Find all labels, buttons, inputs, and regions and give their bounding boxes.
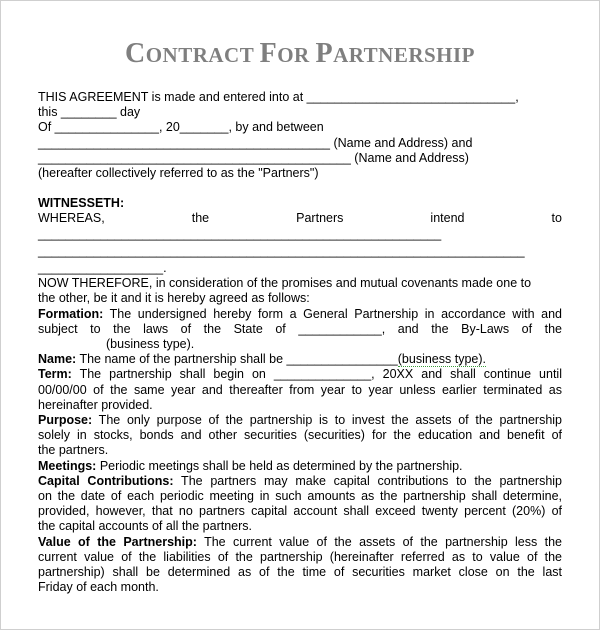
title-initial-1: C [124,38,146,69]
term-line-1: Term: The partnership shall begin on ______________, 20XX and shall continue until [38,367,562,382]
title-initial-2: F [259,38,278,69]
formation-line-2: subject to the laws of the State of ____________, and the By-Laws of the [38,321,562,336]
purpose-line-1: Purpose: The only purpose of the partnership is to invest the assets of the partnership [38,413,562,428]
title-word-1: ONTRACT [145,43,260,67]
page-title [0,38,600,70]
purpose-label: Purpose: [38,413,93,428]
meetings-label: Meetings: [38,458,97,473]
title-initial-3: P [315,38,334,69]
intro-line-1: THIS AGREEMENT is made and entered into at ______________________________, [38,90,519,104]
intro-line-5: _____________________________________________ (Name and Address) [38,150,469,165]
capital-line-3: provided, however, that no partners capital account shall exceed twenty percent (20%) of [38,504,562,519]
intro-line-3: Of _______________, 20_______, by and between [38,120,324,135]
formation-label: Formation: [38,306,104,321]
contract-body [38,90,562,596]
whereas-line [38,211,562,226]
purpose-line-2: solely in stocks, bonds and other securities (securities) for the education and benefit of [38,428,562,443]
value-line-4: Friday of each month. [38,580,159,595]
capital-line-4: the capital accounts of all the partners. [38,519,253,534]
title-word-3: ARTNERSHIP [333,43,476,67]
value-label: Value of the Partnership: [38,534,197,549]
now-therefore-line-1: NOW THEREFORE, in consideration of the promises and mutual covenants made one to [38,276,532,291]
name-label: Name: [38,352,77,367]
term-line-2: 00/00/00 of the same year and thereafter from year to year unless earlier terminated as [38,382,562,397]
whereas-word-5: to [551,211,562,226]
name-clause: Name: The name of the partnership shall be ________________(business type). [38,352,486,367]
formation-line-3: (business type). [106,337,195,352]
capital-label: Capital Contributions: [38,473,174,488]
term-label: Term: [38,367,72,382]
intro-line-6: (hereafter collectively referred to as the "Partners") [38,166,319,181]
intro-line-4: __________________________________________ (Name and Address) and [38,135,473,150]
whereas-line-3: ______________________________________________________________________ [38,243,525,258]
whereas-word-1: WHEREAS, [38,211,105,226]
title-word-2: OR [277,43,316,67]
formation-line-1: Formation: The undersigned hereby form a General Partnership in accordance with and [38,306,562,321]
witnesseth-heading: WITNESSETH: [38,196,125,211]
meetings-clause: Meetings: Periodic meetings shall be held as determined by the partnership. [38,458,463,473]
whereas-word-2: the [191,211,210,226]
whereas-word-4: intend [430,211,465,226]
capital-line-2: on the date of each periodic meeting in such amounts as the partnership shall determine, [38,489,562,504]
value-line-2: current value of the liabilities of the partnership (hereinafter referred as to value of the [38,549,562,564]
term-line-3: hereinafter provided. [38,397,153,412]
now-therefore-line-2: the other, be it and it is hereby agreed as follows: [38,291,310,306]
capital-line-1: Capital Contributions: The partners may make capital contributions to the partnership [38,473,562,488]
value-line-3: partnership) shall be determined as of the time of securities market close on the last [38,565,562,580]
value-line-1: Value of the Partnership: The current value of the assets of the partnership less the [38,534,562,549]
whereas-line-4: __________________. [38,261,167,276]
whereas-line-2: __________________________________________________________ [38,226,442,241]
whereas-word-3: Partners [296,211,344,226]
intro-line-2: this ________ day [38,105,141,120]
purpose-line-3: the partners. [38,443,109,458]
